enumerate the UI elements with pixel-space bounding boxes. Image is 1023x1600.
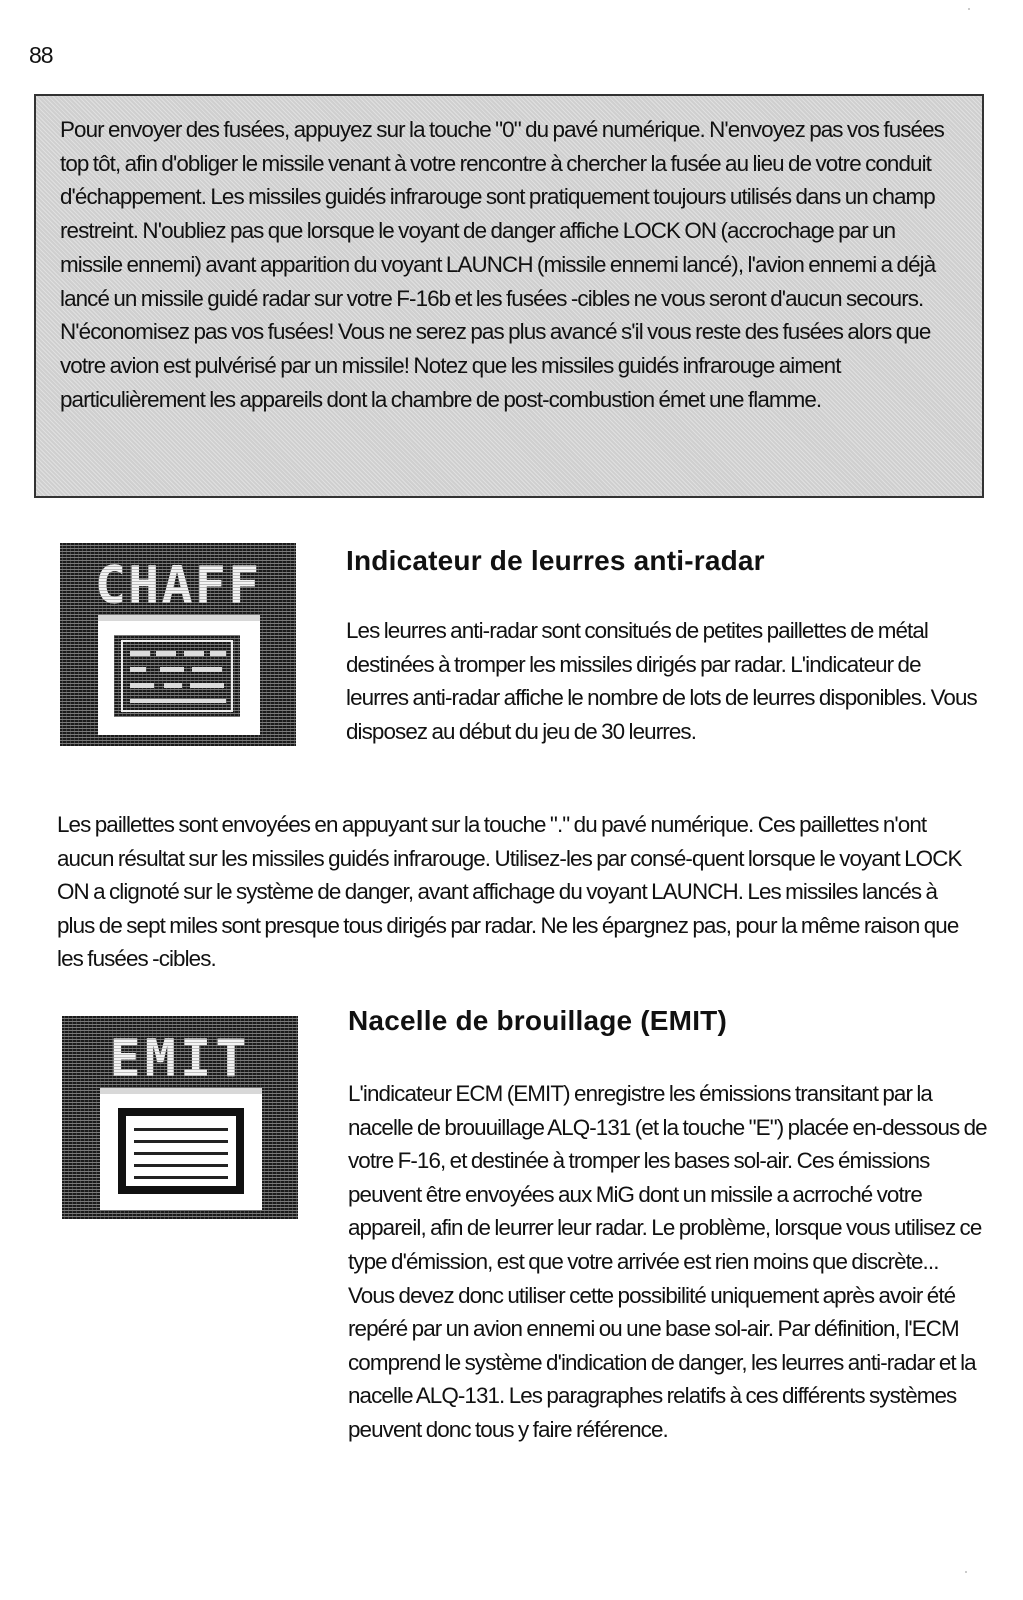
chaff-continuation: Les paillettes sont envoyées en appuyant sur la touche "." du pavé numérique. Ces paillettes n'ont aucun résultat sur les missiles guidés infrarouge. Utilisez-les par consé-quent lorsque le voyant LOCK ON a clignoté sur le système de danger, avant affichage du voyant LAUNCH. Les missiles lancés à plus de sept miles sont presque tous dirigés par radar. Ne les épargnez pas, pour la même raison que les fusées -cibles. xyxy=(57,812,962,972)
scan-speck xyxy=(965,1571,967,1573)
tip-box xyxy=(34,94,984,498)
chaff-paragraph: Les leurres anti-radar sont consitués de petites paillettes de métal destinées à tromper les missiles dirigés par radar. L'indicateur de leurres anti-radar affiche le nombre de lots de leurres disponibles. Vous disposez au début du jeu de 30 leurres. xyxy=(346,618,977,744)
emit-paragraph: L'indicateur ECM (EMIT) enregistre les émissions transitant par la nacelle de brouuillage ALQ-131 (et la touche "E") placée en-dessous de votre F-16, et destinée à tromper les bases sol-air. Ces émissions peuvent être envoyées aux MiG dont un missile a acrroché votre appareil, afin de leurrer leur radar. Le problème, lorsque vous utilisez ce type d'émission, est que votre arrivée est rien moins que discrète... Vous devez donc utiliser cette possibilité uniquement après avoir été repéré par un avion ennemi ou une base sol-air. Par définition, l'ECM comprend le système d'indication de danger, les leurres anti-radar et la nacelle ALQ-131. Les paragraphes relatifs à ces différents systèmes peuvent donc tous y faire référence. xyxy=(348,1081,987,1442)
emit-indicator-icon xyxy=(62,1016,298,1219)
chaff-indicator-label: CHAFF xyxy=(94,556,262,616)
scan-speck xyxy=(968,8,970,10)
emit-heading: Nacelle de brouillage (EMIT) xyxy=(348,1005,728,1036)
chaff-heading: Indicateur de leurres anti-radar xyxy=(346,545,765,576)
page-number: 88 xyxy=(29,42,53,68)
tip-text: Pour envoyer des fusées, appuyez sur la touche "0" du pavé numérique. N'envoyez pas vos fusées top tôt, afin d'obliger le missile venant à votre rencontre à chercher la fusée au lieu de votre conduit d'échappement. Les missiles guidés infrarouge sont pratiquement toujours utilisés dans un champ restreint. N'oubliez pas que lorsque le voyant de danger affiche LOCK ON (accrochage par un missile ennemi) avant apparition du voyant LAUNCH (missile ennemi lancé), l'avion ennemi a déjà lancé un missile guidé radar sur votre F-16b et les fusées -cibles ne vous seront d'aucun secours. N'économisez pas vos fusées! Vous ne serez pas plus avancé s'il vous reste des fusées alors que votre avion est pulvérisé par un missile! Notez que les missiles guidés infrarouge aiment particulièrement les appareils dont la chambre de post-combustion émet une flamme. xyxy=(60,117,944,412)
chaff-indicator-icon xyxy=(60,543,296,746)
emit-indicator-label: EMIT xyxy=(109,1029,251,1089)
